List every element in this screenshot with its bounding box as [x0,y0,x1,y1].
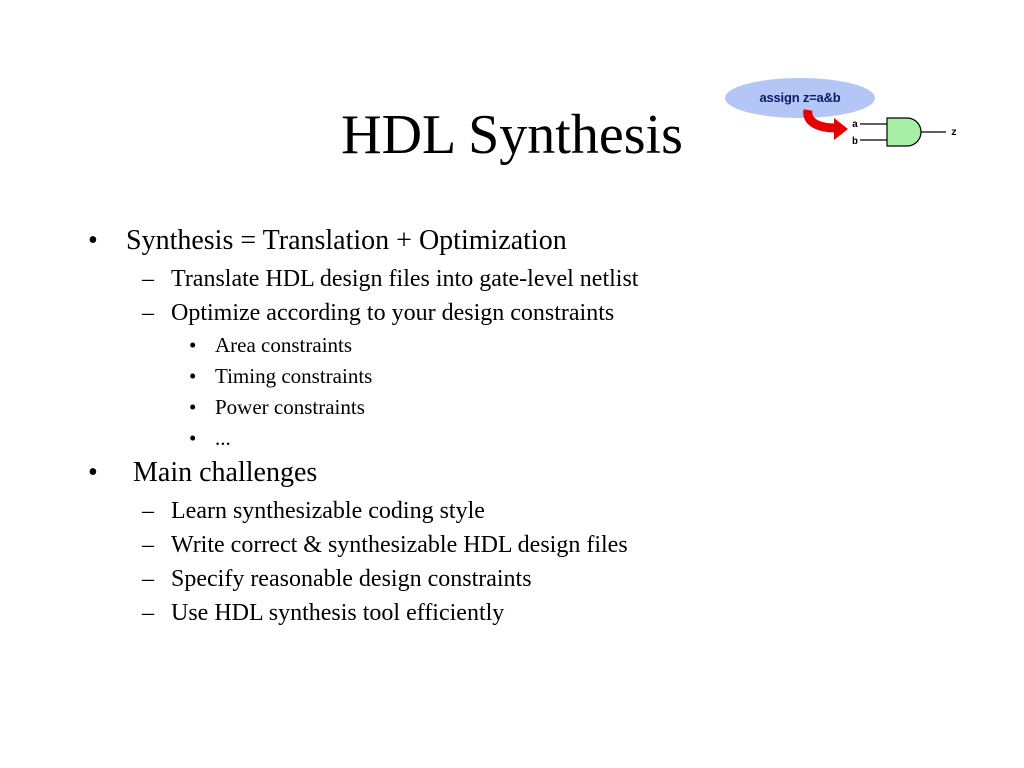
sub-bullet-text: Translate HDL design files into gate-level netlist [171,266,639,292]
and-gate-icon [887,118,921,146]
dash-marker: – [142,566,154,592]
code-callout: assign z=a&b [725,78,875,118]
bullet-marker: • [189,364,197,388]
sub-sub-bullet-text: Area constraints [215,333,353,357]
dash-marker: – [142,498,154,524]
sub-bullet-text: Learn synthesizable coding style [171,498,485,524]
callout-arrow [808,110,836,128]
input-a-label: a [852,120,859,131]
bullet-marker: • [88,457,98,488]
dash-marker: – [142,300,154,326]
bullet-marker: • [88,225,98,256]
bullet-marker: • [189,426,197,450]
sub-bullet-text: Write correct & synthesizable HDL design files [171,532,628,558]
callout-arrow-head [834,118,848,140]
dash-marker: – [142,600,154,626]
input-b-label: b [852,137,859,148]
sub-sub-bullet-text: Timing constraints [215,364,373,388]
slide-title: HDL Synthesis [341,104,683,166]
sub-sub-bullet-text: Power constraints [215,395,365,419]
dash-marker: – [142,266,154,292]
sub-bullet-text: Use HDL synthesis tool efficiently [171,600,505,626]
dash-marker: – [142,532,154,558]
and-gate-diagram [790,104,970,154]
sub-sub-bullet-text: ... [215,426,231,450]
sub-bullet-text: Optimize according to your design constraints [171,300,615,326]
output-z-label: z [951,128,958,139]
bullet-text: Main challenges [126,457,318,488]
bullet-marker: • [189,395,197,419]
bullet-marker: • [189,333,197,357]
bullet-text: Synthesis = Translation + Optimization [126,225,567,256]
sub-bullet-text: Specify reasonable design constraints [171,566,532,592]
